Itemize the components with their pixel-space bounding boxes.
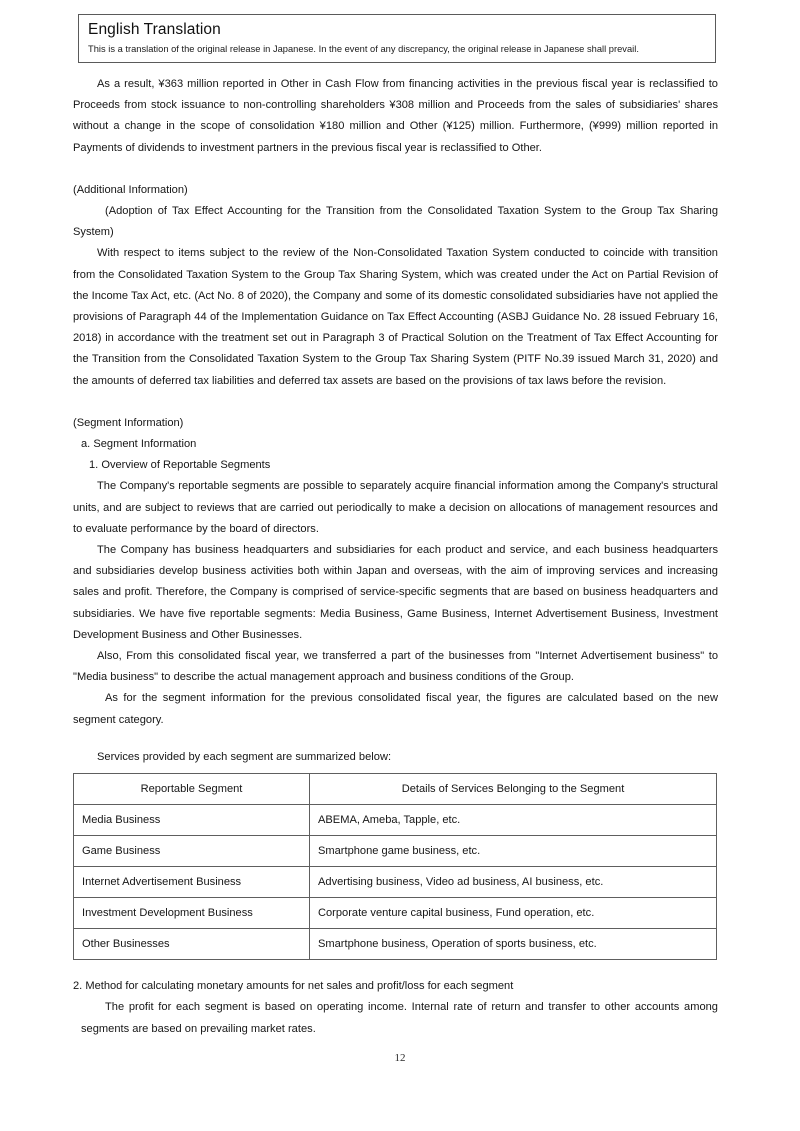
cell-segment-name: Investment Development Business: [74, 898, 310, 929]
table-header-row: [74, 774, 717, 805]
cell-segment-name: Game Business: [74, 836, 310, 867]
additional-information-paragraph: With respect to items subject to the review of the Non-Consolidated Taxation System conducted to coincide with transition from the Consolidated Taxation System to the Group Tax Sharing System, which was created under the Act on Partial Revision of the Income Tax Act, etc. (Act No. 8 of 2020), the Company and some of its domestic consolidated subsidiaries have not applied the provisions of Paragraph 44 of the Implementation Guidance on Tax Effect Accounting (ASBJ Guidance No. 28 issued February 16, 2018) in accordance with the treatment set out in Paragraph 3 of Practical Solution on the Treatment of Tax Effect Accounting for the Transition from the Consolidated Taxation System to the Group Tax Sharing System (PITF No.39 issued March 31, 2020) and the amounts of deferred tax liabilities and deferred tax assets are based on the provisions of tax laws before the revision.: [73, 247, 718, 387]
segment-paragraph-3: Also, From this consolidated fiscal year, we transferred a part of the businesses from "Internet Advertisement business" to "Media business" to describe the actual management approach and business conditions of the Group.: [73, 650, 718, 684]
spacer: [73, 960, 718, 976]
notice-subtitle: This is a translation of the original release in Japanese. In the event of any discrepancy, the original release in Japanese shall prevail.: [88, 43, 639, 54]
notice-title: English Translation: [88, 21, 221, 38]
table-row: [74, 929, 717, 960]
cell-segment-details: Smartphone game business, etc.: [310, 836, 717, 867]
cell-segment-name: Internet Advertisement Business: [74, 867, 310, 898]
table-row: [74, 836, 717, 867]
segment-services-table: [73, 773, 717, 960]
additional-information-heading: (Additional Information): [73, 183, 188, 196]
segment-paragraph-5: The profit for each segment is based on operating income. Internal rate of return and transfer to other accounts among segments are based on prevailing market rates.: [81, 1001, 718, 1035]
cell-segment-details: ABEMA, Ameba, Tapple, etc.: [310, 805, 717, 836]
page-number: 12: [394, 1052, 406, 1064]
segment-information-item-a: a. Segment Information: [81, 438, 197, 451]
additional-information-subheading: (Adoption of Tax Effect Accounting for the Transition from the Consolidated Taxation System to the Group Tax Sharing System): [73, 205, 718, 239]
cell-segment-details: Smartphone business, Operation of sports business, etc.: [310, 929, 717, 960]
document-body: [73, 74, 718, 1040]
segment-information-item-1: 1. Overview of Reportable Segments: [89, 459, 271, 472]
segment-paragraph-4: As for the segment information for the previous consolidated fiscal year, the figures are calculated based on the new segment category.: [73, 692, 718, 726]
column-header-details-of-services: Details of Services Belonging to the Segment: [310, 774, 717, 805]
cell-segment-details: Corporate venture capital business, Fund operation, etc.: [310, 898, 717, 929]
segment-paragraph-1: The Company's reportable segments are possible to separately acquire financial information among the Company's structural units, and are subject to reviews that are carried out periodically to make a decision on allocations of management resources and to evaluate performance by the board of directors.: [73, 480, 718, 535]
segment-information-item-2: 2. Method for calculating monetary amounts for net sales and profit/loss for each segment: [73, 980, 514, 993]
cell-segment-name: Other Businesses: [74, 929, 310, 960]
spacer: [73, 731, 718, 747]
cell-segment-name: Media Business: [74, 805, 310, 836]
spacer: [73, 392, 718, 413]
intro-paragraph: As a result, ¥363 million reported in Other in Cash Flow from financing activities in the previous fiscal year is reclassified to Proceeds from stock issuance to non-controlling shareholders ¥308 million and Proceeds from the sales of subsidiaries' shares without a change in the scope of consolidation ¥180 million and Other (¥125) million. Furthermore, (¥999) million reported in Payments of dividends to investment partners in the previous fiscal year is reclassified to Other.: [73, 78, 718, 154]
cell-segment-details: Advertising business, Video ad business, AI business, etc.: [310, 867, 717, 898]
table-row: [74, 805, 717, 836]
table-row: [74, 898, 717, 929]
table-caption: Services provided by each segment are summarized below:: [97, 750, 392, 763]
column-header-reportable-segment: Reportable Segment: [74, 774, 310, 805]
table-row: [74, 867, 717, 898]
spacer: [73, 159, 718, 180]
segment-paragraph-2: The Company has business headquarters and subsidiaries for each product and service, and each business headquarters and subsidiaries develop business activities both within Japan and overseas, with the aim of improving services and increasing sales and profit. Therefore, the Company is comprised of service-specific segments that are based on business headquarters and subsidiaries. We have five reportable segments: Media Business, Game Business, Internet Advertisement Business, Investment Development Business and Other Businesses.: [73, 544, 718, 641]
english-translation-notice: [78, 14, 716, 63]
segment-information-heading: (Segment Information): [73, 416, 184, 429]
